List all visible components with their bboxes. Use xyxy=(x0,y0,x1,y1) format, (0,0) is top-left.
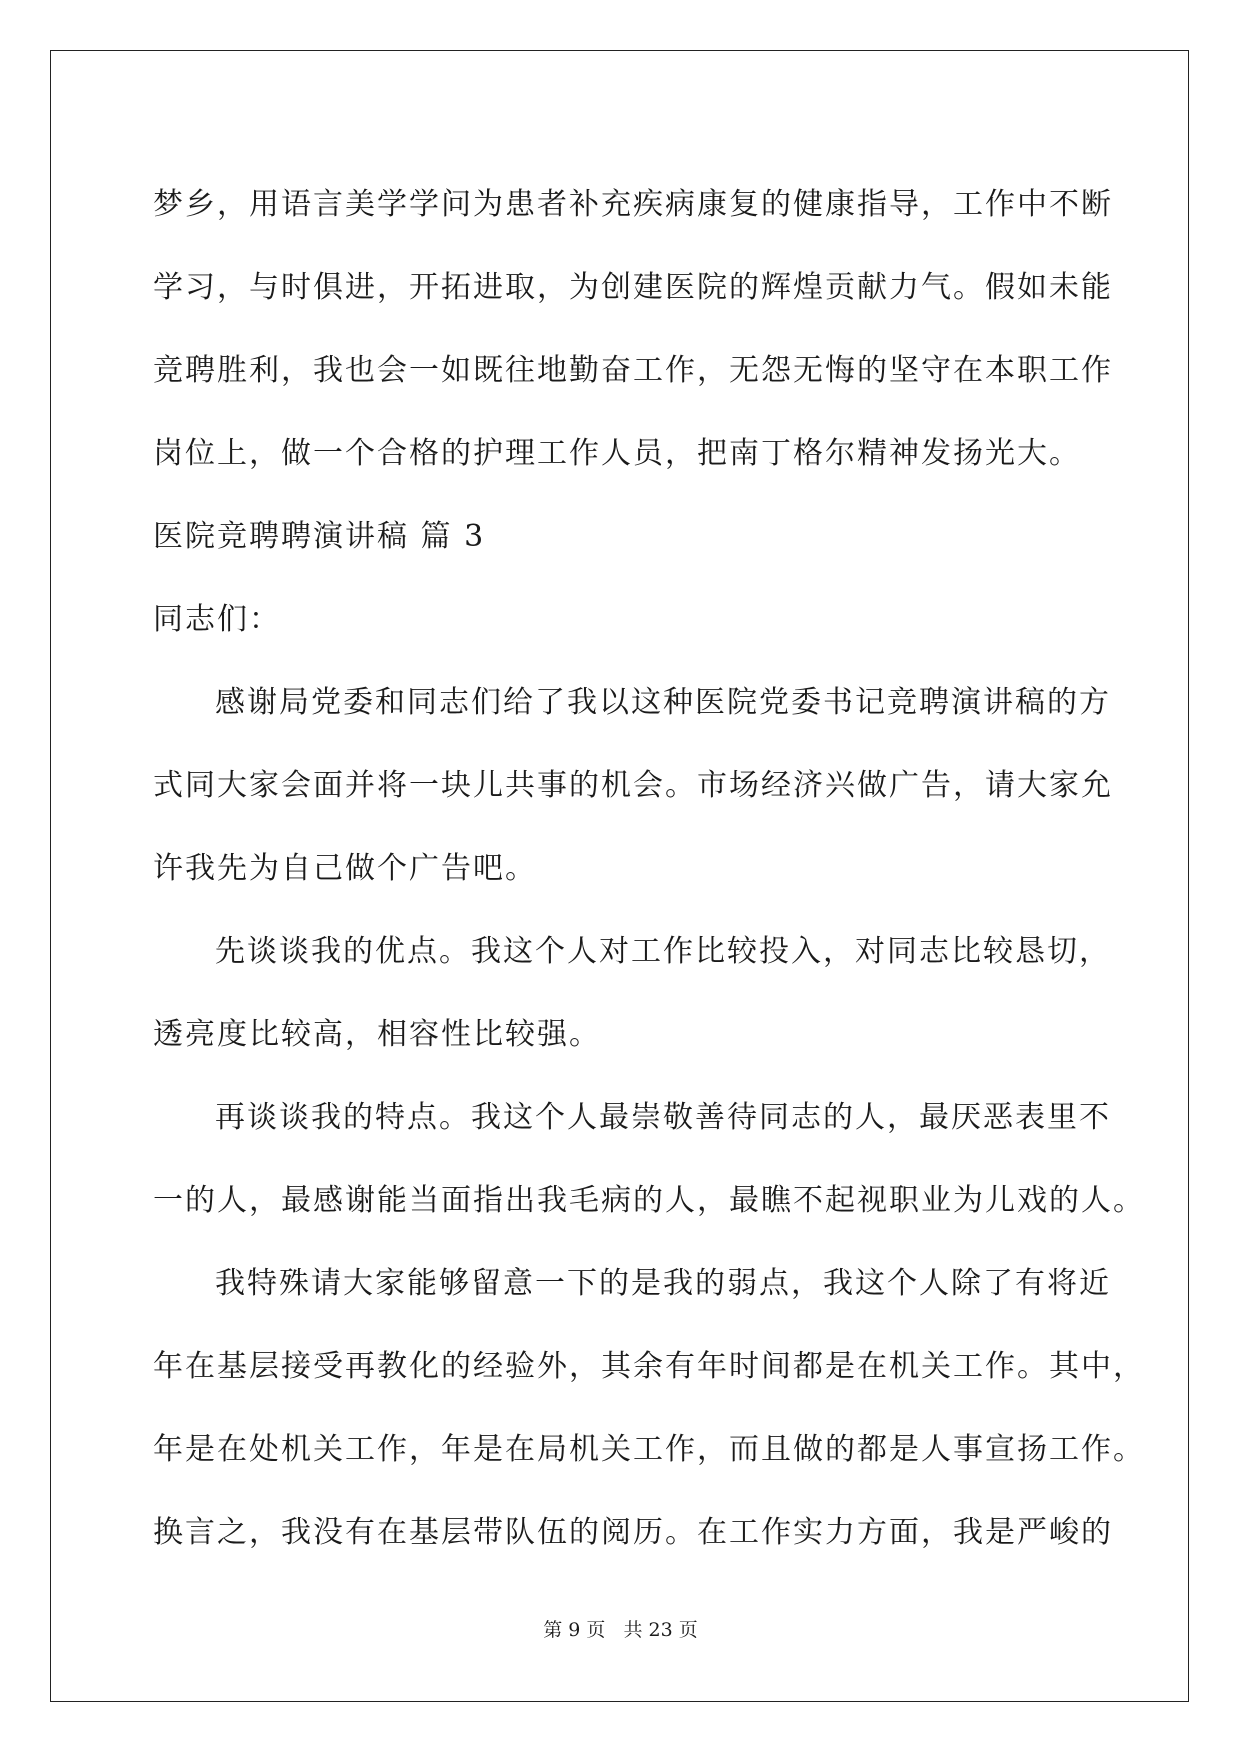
page-total: 共 23 页 xyxy=(623,1619,698,1641)
paragraph-start-line: 感谢局党委和同志们给了我以这种医院党委书记竞聘演讲稿的方 xyxy=(215,685,1111,720)
page-number: 第 9 页 xyxy=(543,1619,606,1641)
text-line: 透亮度比较高，相容性比较强。 xyxy=(153,1017,601,1052)
text-line: 竞聘胜利，我也会一如既往地勤奋工作，无怨无悔的坚守在本职工作 xyxy=(153,353,1113,388)
text-line: 年是在处机关工作，年是在局机关工作，而且做的都是人事宣扬工作。 xyxy=(153,1432,1145,1467)
section-heading: 医院竞聘聘演讲稿 篇 3 xyxy=(153,519,486,554)
paragraph-start-line: 我特殊请大家能够留意一下的是我的弱点，我这个人除了有将近 xyxy=(215,1266,1111,1301)
document-body xyxy=(153,163,1145,1574)
paragraph-start-line: 先谈谈我的优点。我这个人对工作比较投入，对同志比较恳切， xyxy=(215,934,1111,969)
text-line: 年在基层接受再教化的经验外，其余有年时间都是在机关工作。其中， xyxy=(153,1349,1145,1384)
salutation: 同志们： xyxy=(153,602,281,637)
text-line: 岗位上，做一个合格的护理工作人员，把南丁格尔精神发扬光大。 xyxy=(153,436,1081,471)
text-line: 式同大家会面并将一块儿共事的机会。市场经济兴做广告，请大家允 xyxy=(153,768,1113,803)
text-line: 梦乡，用语言美学学问为患者补充疾病康复的健康指导，工作中不断 xyxy=(153,187,1113,222)
text-line: 一的人，最感谢能当面指出我毛病的人，最瞧不起视职业为儿戏的人。 xyxy=(153,1183,1145,1218)
page-footer xyxy=(0,1615,1241,1642)
text-line: 许我先为自己做个广告吧。 xyxy=(153,851,537,886)
text-line: 学习，与时俱进，开拓进取，为创建医院的辉煌贡献力气。假如未能 xyxy=(153,270,1113,305)
text-line: 换言之，我没有在基层带队伍的阅历。在工作实力方面，我是严峻的 xyxy=(153,1515,1113,1550)
paragraph-start-line: 再谈谈我的特点。我这个人最崇敬善待同志的人，最厌恶表里不 xyxy=(215,1100,1111,1135)
